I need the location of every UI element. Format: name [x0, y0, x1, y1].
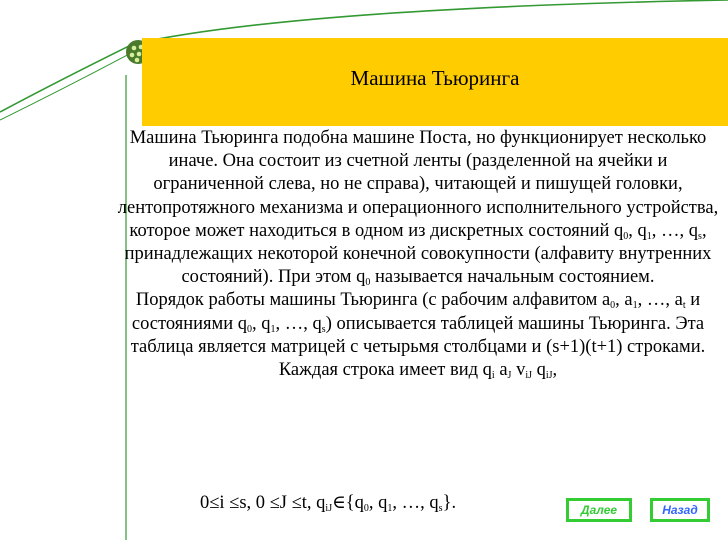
back-button[interactable]: Назад: [650, 498, 710, 522]
slide-content: [116, 127, 720, 382]
paragraph-description: Машина Тьюринга подобна машине Поста, но функционирует несколько иначе. Она состоит из счетной ленты (разделенной на ячейки и ограниченной слева, но не справа), читающей и пишущей головки, лентопротяжного механизма и операционного исполнительного устройства, которое может находиться в одном из дискретных состояний $q_0$, $q_1$, …, $q_s$, принадлежащих некоторой конечной совокупности (алфавиту внутренних состояний). При этом $q_0$ называется начальным состоянием.: [117, 128, 719, 289]
paragraph-table: Порядок работы машины Тьюринга (с рабочим алфавитом $a_0$, $a_1$, …, $a_t$ и состояниями $q_0$, $q_1$, …, $q_s$) описывается таблицей машины Тьюринга. Эта таблица является матрицей с четырьмя столбцами и (s+1)(t+1) строками. Каждая строка имеет вид $q_i$ $a_J$ $v_{iJ}$ $q_{iJ}$,: [130, 290, 706, 382]
slide-title: Машина Тьюринга: [350, 66, 520, 90]
formula-line: 0≤i ≤s, 0 ≤J ≤t, $q_{iJ}\in\{q_0$, $q_1$, …, $q_s$}.: [200, 493, 457, 514]
decor-swoosh-inner: [0, 52, 133, 120]
next-button[interactable]: Далее: [566, 498, 632, 522]
